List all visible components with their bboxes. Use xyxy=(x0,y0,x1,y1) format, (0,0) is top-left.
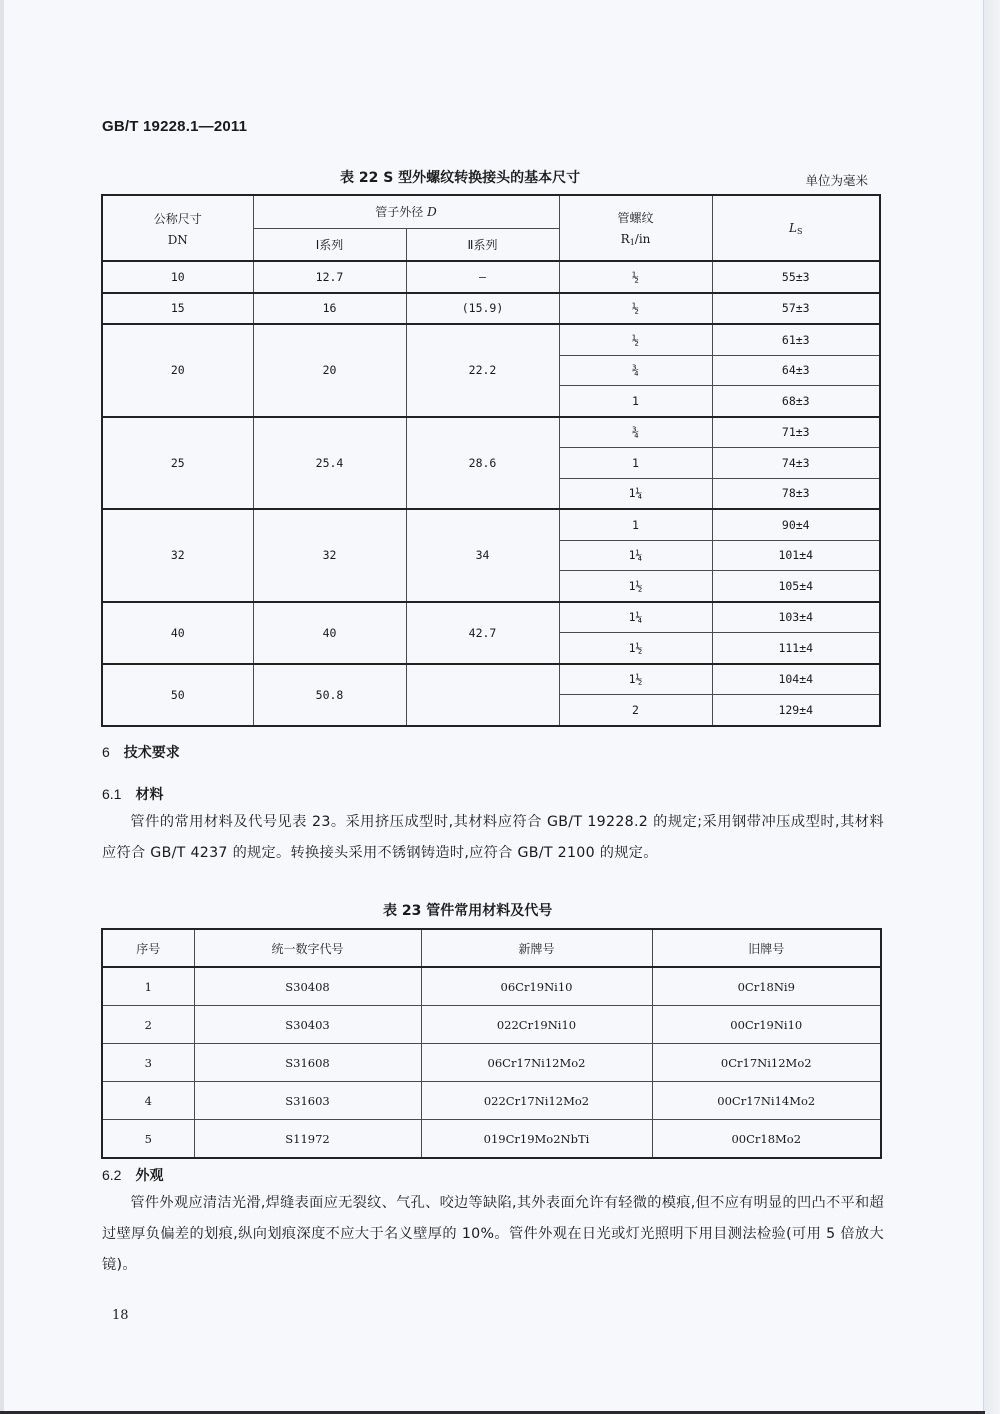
cell-thread: 1¼ xyxy=(559,540,712,571)
table22 xyxy=(101,194,881,727)
cell-series2: 22.2 xyxy=(406,324,559,417)
cell-ls: 103±4 xyxy=(712,602,880,633)
standard-id: GB/T 19228.1—2011 xyxy=(102,118,248,135)
cell-thread: 1½ xyxy=(559,571,712,602)
header-thread-sub: 1 xyxy=(629,238,635,247)
table-row xyxy=(102,293,880,325)
cell-series2 xyxy=(406,664,559,726)
cell-dn: 32 xyxy=(102,509,253,602)
cell-old-grade: 00Cr18Mo2 xyxy=(652,1120,881,1159)
cell-thread: 2 xyxy=(559,695,712,726)
cell-ls: 68±3 xyxy=(712,386,880,417)
cell-unified-code: S30403 xyxy=(194,1006,421,1044)
section62-title: 外观 xyxy=(135,1168,164,1184)
section62-number: 6.2 xyxy=(102,1167,122,1183)
section61-heading xyxy=(102,784,163,804)
header-dn-label: DN xyxy=(167,232,188,247)
cell-dn: 15 xyxy=(102,293,253,325)
cell-old-grade: 00Cr19Ni10 xyxy=(652,1006,881,1044)
cell-thread: ½ xyxy=(559,261,712,293)
cell-serial: 1 xyxy=(102,967,194,1006)
section61-paragraph: 管件的常用材料及代号见表 23。采用挤压成型时,其材料应符合 GB/T 19228.2 的规定;采用钢带冲压成型时,其材料应符合 GB/T 4237 的规定。转换接头采用不锈钢铸造时,应符合 GB/T 2100 的规定。 xyxy=(102,814,884,861)
cell-dn: 40 xyxy=(102,602,253,664)
cell-old-grade: 0Cr17Ni12Mo2 xyxy=(652,1044,881,1082)
header-series1: Ⅰ系列 xyxy=(253,228,406,261)
cell-series1: 16 xyxy=(253,293,406,325)
cell-dn: 25 xyxy=(102,417,253,510)
header-old-grade: 旧牌号 xyxy=(652,929,881,967)
section62-heading xyxy=(102,1165,163,1185)
cell-ls: 55±3 xyxy=(712,261,880,293)
cell-thread: ¾ xyxy=(559,417,712,448)
cell-series1: 40 xyxy=(253,602,406,664)
cell-serial: 5 xyxy=(102,1120,194,1159)
cell-ls: 129±4 xyxy=(712,695,880,726)
cell-serial: 2 xyxy=(102,1006,194,1044)
section61-title: 材料 xyxy=(135,787,164,803)
cell-thread: 1 xyxy=(559,509,712,540)
cell-new-grade: 022Cr17Ni12Mo2 xyxy=(421,1082,652,1120)
header-ls xyxy=(712,195,880,261)
table-row xyxy=(102,417,880,448)
cell-thread: ¾ xyxy=(559,355,712,386)
cell-series1: 50.8 xyxy=(253,664,406,726)
cell-thread: 1 xyxy=(559,386,712,417)
header-thread-unit: /in xyxy=(634,232,651,246)
table-row xyxy=(102,1006,881,1044)
cell-new-grade: 06Cr19Ni10 xyxy=(421,967,652,1006)
header-outer-diameter xyxy=(253,195,559,228)
section6-number: 6 xyxy=(102,744,110,760)
scan-left-edge xyxy=(0,0,4,1414)
section6-heading xyxy=(102,742,180,762)
header-thread-symbol: R xyxy=(620,232,630,246)
cell-unified-code: S30408 xyxy=(194,967,421,1006)
section62-paragraph: 管件外观应清洁光滑,焊缝表面应无裂纹、气孔、咬边等缺陷,其外表面允许有轻微的模痕,但不应有明显的凹凸不平和超过壁厚负偏差的划痕,纵向划痕深度不应大于名义壁厚的 10%。管件外观在日光或灯光照明下用目测法检验(可用 5 倍放大镜)。 xyxy=(102,1195,884,1273)
cell-ls: 74±3 xyxy=(712,448,880,479)
table-row xyxy=(102,509,880,540)
cell-unified-code: S31603 xyxy=(194,1082,421,1120)
cell-ls: 78±3 xyxy=(712,478,880,509)
table22-unit: 单位为毫米 xyxy=(805,173,868,188)
table-row xyxy=(102,1044,881,1082)
cell-dn: 20 xyxy=(102,324,253,417)
header-series2: Ⅱ系列 xyxy=(406,228,559,261)
cell-thread: 1¼ xyxy=(559,602,712,633)
header-ls-symbol: L xyxy=(789,220,797,235)
cell-series2: 42.7 xyxy=(406,602,559,664)
cell-dn: 50 xyxy=(102,664,253,726)
cell-thread: 1½ xyxy=(559,664,712,695)
cell-series1: 12.7 xyxy=(253,261,406,293)
cell-thread: ½ xyxy=(559,293,712,325)
table23-caption: 表 23 管件常用材料及代号 xyxy=(383,903,553,919)
header-serial: 序号 xyxy=(102,929,194,967)
table-row xyxy=(102,1120,881,1159)
page-number: 18 xyxy=(112,1308,129,1323)
cell-series2: 28.6 xyxy=(406,417,559,510)
header-nominal-size xyxy=(102,195,253,261)
table22-caption: 表 22 S 型外螺纹转换接头的基本尺寸 xyxy=(340,170,581,186)
section6-title: 技术要求 xyxy=(123,745,180,761)
section61-number: 6.1 xyxy=(102,786,122,802)
cell-ls: 71±3 xyxy=(712,417,880,448)
cell-series2: — xyxy=(406,261,559,293)
table-row xyxy=(102,324,880,355)
cell-thread: 1¼ xyxy=(559,478,712,509)
cell-serial: 3 xyxy=(102,1044,194,1082)
cell-thread: 1½ xyxy=(559,633,712,664)
header-thread xyxy=(559,195,712,261)
cell-serial: 4 xyxy=(102,1082,194,1120)
scan-right-edge xyxy=(983,0,1000,1414)
cell-thread: 1 xyxy=(559,448,712,479)
cell-ls: 61±3 xyxy=(712,324,880,355)
cell-old-grade: 00Cr17Ni14Mo2 xyxy=(652,1082,881,1120)
cell-unified-code: S11972 xyxy=(194,1120,421,1159)
table-row xyxy=(102,664,880,695)
header-thread-label: 管螺纹 xyxy=(617,211,654,225)
header-unified-code: 统一数字代号 xyxy=(194,929,421,967)
cell-ls: 105±4 xyxy=(712,571,880,602)
cell-ls: 57±3 xyxy=(712,293,880,325)
cell-ls: 104±4 xyxy=(712,664,880,695)
table-row xyxy=(102,602,880,633)
cell-ls: 111±4 xyxy=(712,633,880,664)
cell-new-grade: 019Cr19Mo2NbTi xyxy=(421,1120,652,1159)
table-row xyxy=(102,967,881,1006)
cell-thread: ½ xyxy=(559,324,712,355)
cell-unified-code: S31608 xyxy=(194,1044,421,1082)
cell-ls: 90±4 xyxy=(712,509,880,540)
cell-series2: 34 xyxy=(406,509,559,602)
cell-series2: (15.9) xyxy=(406,293,559,325)
header-new-grade: 新牌号 xyxy=(421,929,652,967)
cell-new-grade: 06Cr17Ni12Mo2 xyxy=(421,1044,652,1082)
header-outer-diameter-symbol: D xyxy=(427,205,437,220)
table-row xyxy=(102,1082,881,1120)
table23 xyxy=(101,928,882,1159)
cell-series1: 20 xyxy=(253,324,406,417)
header-outer-diameter-label: 管子外径 xyxy=(375,205,428,220)
cell-series1: 25.4 xyxy=(253,417,406,510)
cell-dn: 10 xyxy=(102,261,253,293)
header-ls-sub: S xyxy=(797,226,803,236)
header-nominal-size-label: 公称尺寸 xyxy=(153,211,202,226)
cell-ls: 64±3 xyxy=(712,355,880,386)
cell-new-grade: 022Cr19Ni10 xyxy=(421,1006,652,1044)
cell-ls: 101±4 xyxy=(712,540,880,571)
table-row xyxy=(102,261,880,293)
cell-series1: 32 xyxy=(253,509,406,602)
cell-old-grade: 0Cr18Ni9 xyxy=(652,967,881,1006)
